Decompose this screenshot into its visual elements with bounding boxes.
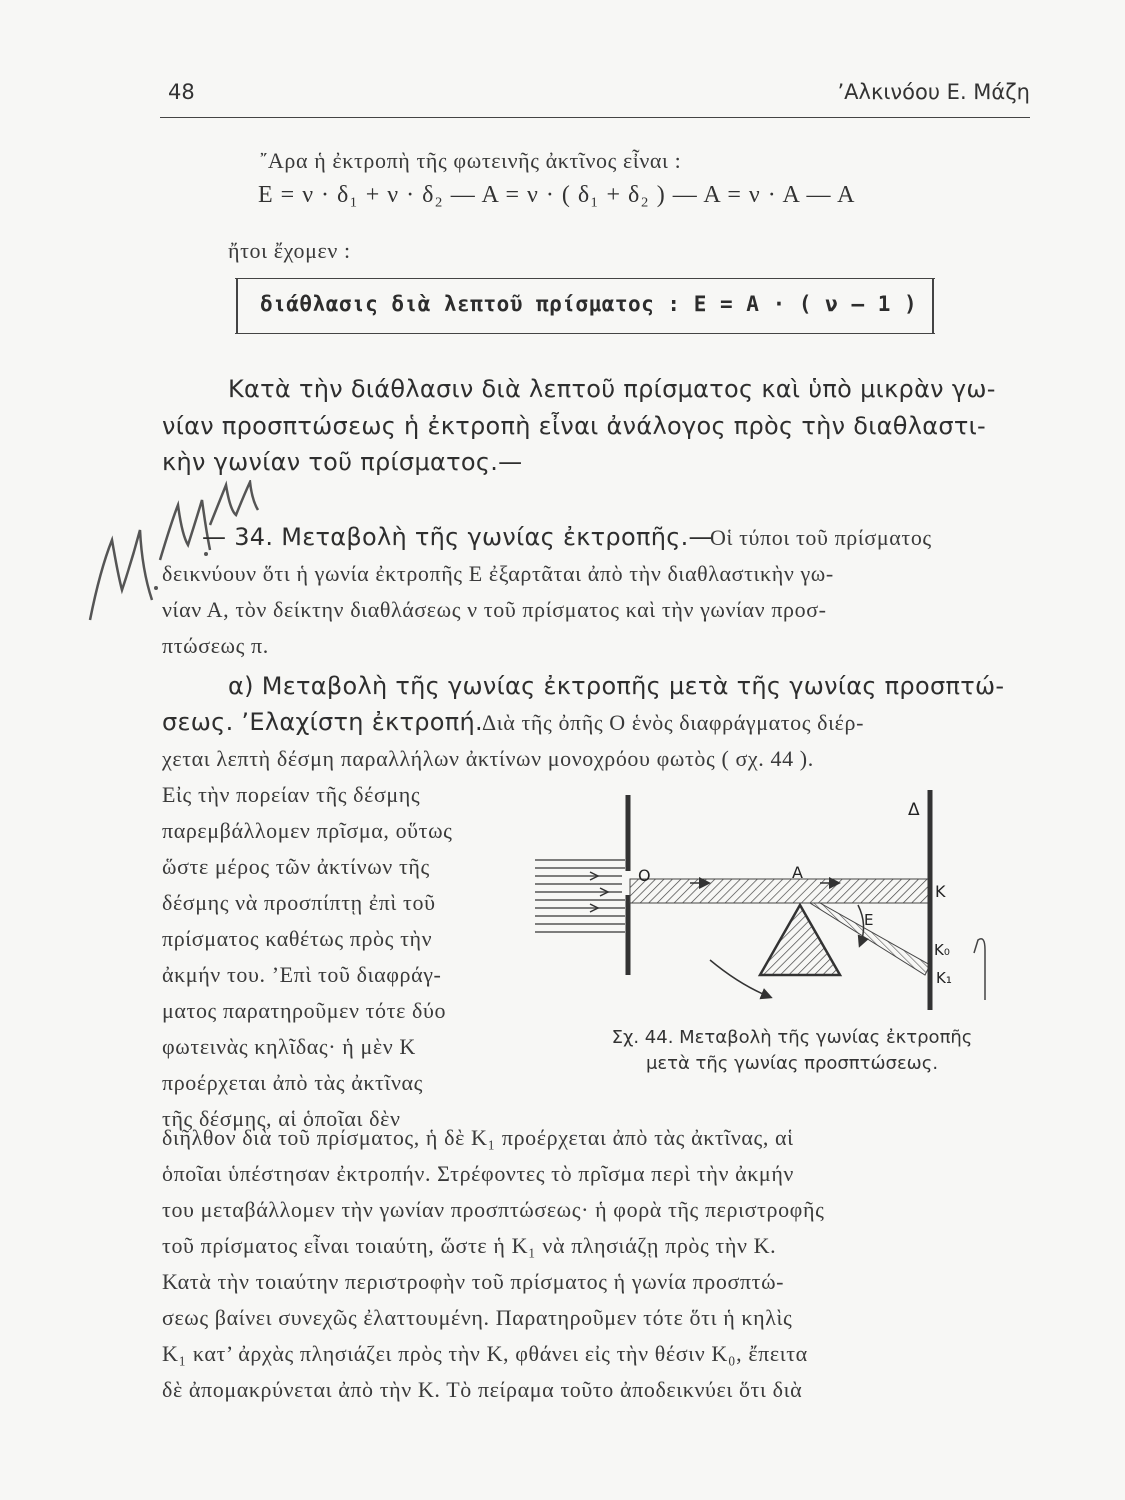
intro-line: ῎Αρα ἡ ἐκτροπὴ τῆς φωτεινῆς ἀκτῖνος εἶναι : bbox=[260, 148, 682, 173]
header-rule bbox=[160, 117, 1030, 118]
bottom-line: Κατὰ τὴν τοιαύτην περιστροφὴν τοῦ πρίσματος ἡ γωνία προσπτώ- bbox=[162, 1269, 785, 1294]
formula-box bbox=[236, 278, 934, 334]
bottom-line: τοῦ πρίσματος εἶναι τοιαύτη, ὥστε ἡ Κ₁ νὰ πλησιάζῃ πρὸς τὴν Κ. bbox=[162, 1233, 777, 1258]
incident-beam-lines bbox=[535, 860, 625, 932]
label-A: A bbox=[792, 863, 803, 882]
thin-prism-formula: διάθλασις διὰ λεπτοῦ πρίσματος : Ε = Α · ( ν — 1 ) bbox=[260, 292, 918, 316]
left-column-line: ὥστε μέρος τῶν ἀκτίνων τῆς bbox=[162, 854, 430, 879]
subsection-a-text: χεται λεπτὴ δέσμη παραλλήλων ἀκτίνων μονοχρόου φωτὸς ( σχ. 44 ). bbox=[162, 746, 814, 771]
screen-motion-arrow bbox=[974, 939, 985, 1000]
formula-box-top-rule bbox=[235, 278, 935, 279]
section-34-heading: — 34. Μεταβολὴ τῆς γωνίας ἐκτροπῆς.— bbox=[202, 523, 713, 551]
label-K0: K₀ bbox=[934, 941, 950, 959]
bottom-line: του μεταβάλλομεν τὴν γωνίαν προσπτώσεως· ἡ φορὰ τῆς περιστροφῆς bbox=[162, 1197, 825, 1222]
summary-line: κὴν γωνίαν τοῦ πρίσματος.— bbox=[162, 448, 523, 476]
left-column-line: ἀκμήν του. ’Επὶ τοῦ διαφράγ- bbox=[162, 962, 442, 987]
left-column-line: δέσμης νὰ προσπίπτῃ ἐπὶ τοῦ bbox=[162, 890, 436, 915]
bottom-line: Κ₁ κατ’ ἀρχὰς πλησιάζει πρὸς τὴν Κ, φθάνει εἰς τὴν θέσιν Κ₀, ἔπειτα bbox=[162, 1341, 808, 1366]
subsection-a-text: Διὰ τῆς ὀπῆς Ο ἑνὸς διαφράγματος διέρ- bbox=[482, 710, 864, 735]
intro-line-hitoi: ἤτοι ἔχομεν : bbox=[228, 238, 351, 263]
label-K1: K₁ bbox=[936, 969, 952, 987]
left-column-line: προέρχεται ἀπὸ τὰς ἀκτῖνας bbox=[162, 1070, 423, 1095]
label-E: E bbox=[864, 911, 874, 929]
left-column-line: τῆς δέσμης, αἱ ὁποῖαι δὲν bbox=[162, 1106, 401, 1131]
left-column-line: ματος παρατηροῦμεν τότε δύο bbox=[162, 998, 447, 1023]
figure-caption bbox=[582, 1025, 1002, 1077]
summary-line: Κατὰ τὴν διάθλασιν διὰ λεπτοῦ πρίσματος καὶ ὑπὸ μικρὰν γω- bbox=[228, 375, 996, 403]
page-header bbox=[160, 80, 1030, 112]
rotation-arrow bbox=[710, 960, 770, 997]
caption-line: Σχ. 44. Μεταβολὴ τῆς γωνίας ἐκτροπῆς bbox=[611, 1027, 973, 1048]
bottom-line: διῆλθον διὰ τοῦ πρίσματος, ἡ δὲ Κ₁ προέρχεται ἀπὸ τὰς ἀκτῖνας, αἱ bbox=[162, 1125, 794, 1150]
subsection-a-heading: α) Μεταβολὴ τῆς γωνίας ἐκτροπῆς μετὰ τῆς γωνίας προσπτώ- bbox=[228, 672, 1005, 700]
section-34-text: νίαν Α, τὸν δείκτην διαθλάσεως ν τοῦ πρίσματος καὶ τὴν γωνίαν προσ- bbox=[162, 597, 827, 622]
figure-44-prism-diagram bbox=[530, 775, 1000, 1030]
bottom-line: σεως βαίνει συνεχῶς ἐλαττουμένη. Παρατηροῦμεν τότε ὅτι ἡ κηλὶς bbox=[162, 1305, 793, 1330]
subsection-a-heading-cont: σεως. ’Ελαχίστη ἐκτροπή. bbox=[162, 708, 483, 736]
summary-line: νίαν προσπτώσεως ἡ ἐκτροπὴ εἶναι ἀνάλογος πρὸς τὴν διαθλαστι- bbox=[162, 412, 987, 440]
running-head-author: ’Αλκινόου Ε. Μάζη bbox=[837, 80, 1030, 104]
section-34-text: πτώσεως π. bbox=[162, 633, 269, 658]
label-K: K bbox=[935, 882, 946, 901]
label-O: O bbox=[638, 866, 651, 885]
prism-triangle bbox=[760, 905, 840, 975]
transmitted-beam bbox=[630, 879, 930, 903]
bottom-line: ὁποῖαι ὑπέστησαν ἐκτροπήν. Στρέφοντες τὸ πρῖσμα περὶ τὴν ἀκμήν bbox=[162, 1161, 794, 1186]
section-34-text: δεικνύουν ὅτι ἡ γωνία ἐκτροπῆς Ε ἐξαρτᾶται ἀπὸ τὴν διαθλαστικὴν γω- bbox=[162, 561, 834, 586]
label-Delta: Δ bbox=[908, 800, 920, 820]
left-column-line: πρίσματος καθέτως πρὸς τὴν bbox=[162, 926, 433, 951]
section-34-text: Οἱ τύποι τοῦ πρίσματος bbox=[710, 525, 932, 550]
page-number: 48 bbox=[168, 80, 195, 104]
bottom-line: δὲ ἀπομακρύνεται ἀπὸ τὴν Κ. Τὸ πείραμα τοῦτο ἀποδεικνύει ὅτι διὰ bbox=[162, 1377, 803, 1402]
left-column-line: φωτεινὰς κηλῖδας· ἡ μὲν Κ bbox=[162, 1034, 416, 1059]
formula-box-bottom-rule bbox=[235, 333, 935, 334]
left-column-line: παρεμβάλλομεν πρῖσμα, οὕτως bbox=[162, 818, 453, 843]
deviation-equation: Ε = ν · δ₁ + ν · δ₂ — Α = ν · ( δ₁ + δ₂ ) — Α = ν · Α — Α bbox=[258, 182, 856, 208]
caption-line: μετὰ τῆς γωνίας προσπτώσεως. bbox=[645, 1053, 939, 1074]
left-column-line: Εἰς τὴν πορείαν τῆς δέσμης bbox=[162, 782, 421, 807]
